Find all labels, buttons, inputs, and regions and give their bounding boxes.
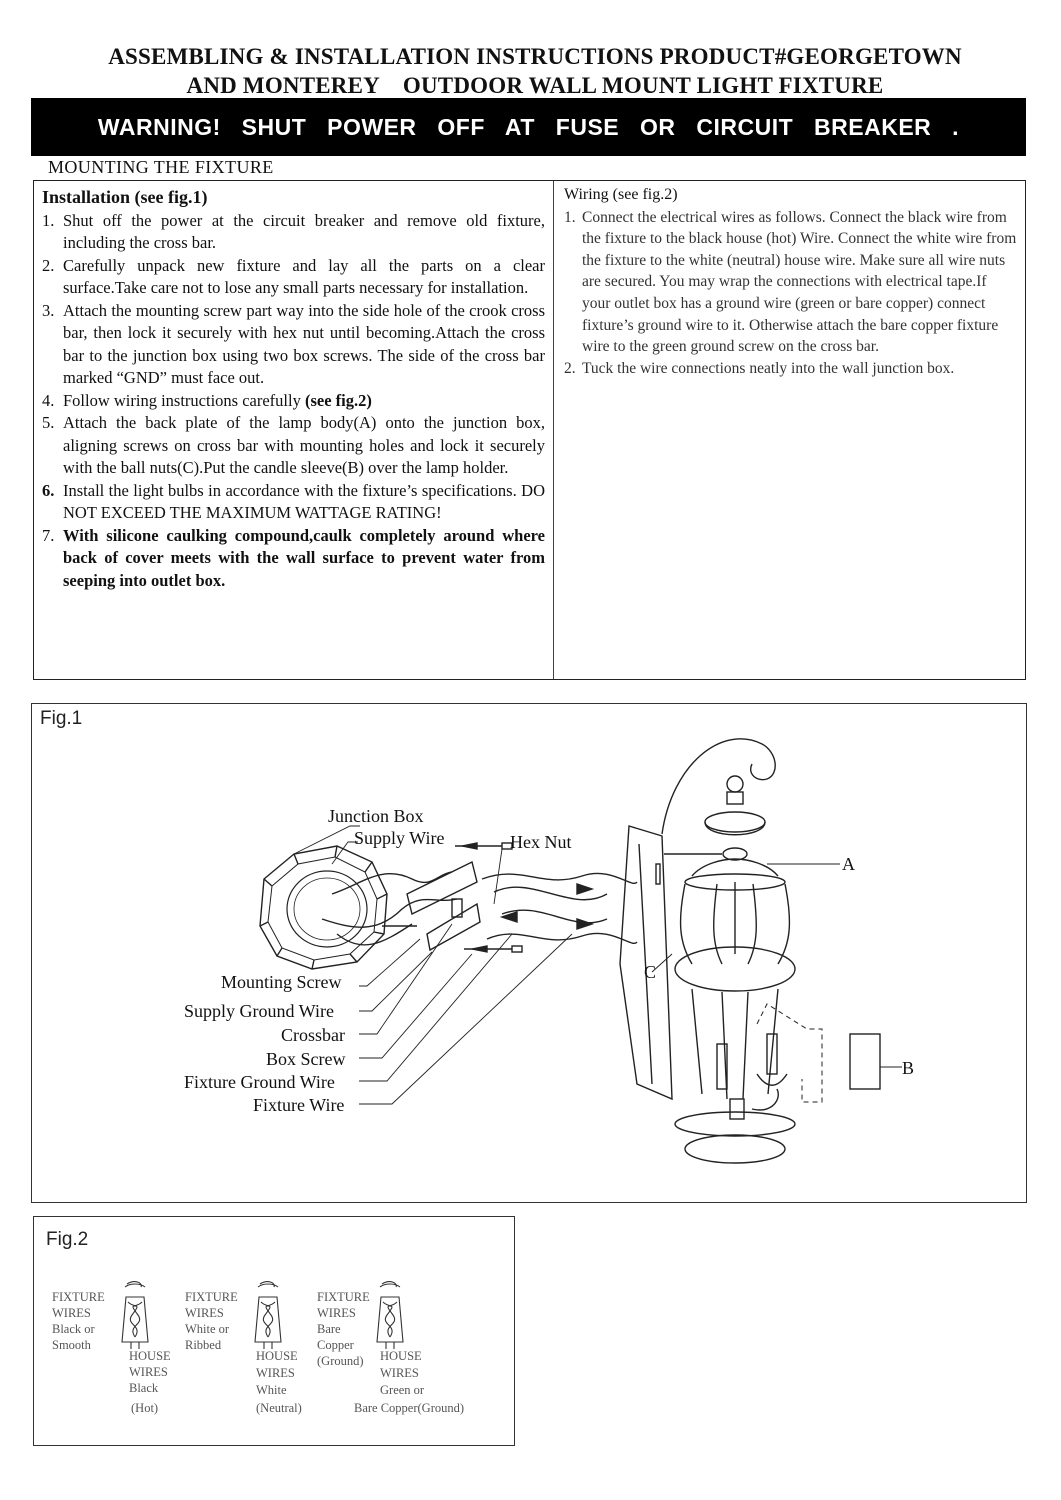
figure-1 xyxy=(31,703,1027,1203)
fig2-fixture-label: WIRES xyxy=(52,1306,91,1320)
step-number: 1. xyxy=(42,210,55,230)
fig2-fixture-label: FIXTURE xyxy=(185,1290,238,1304)
step-text: Connect the electrical wires as follows. Connect the black wire from the fixture to the black house (hot) Wire. Connect the white wire from the fixture to the white (neutral) house wire. Make sure all wire nuts are secured. You may wrap the connections with electrical tape.If your outlet box has a ground wire (green or bare copper) connect fixture’s ground wire to it. Otherwise attach the bare copper fixture wire to the green ground screw on the cross bar. xyxy=(582,208,1017,356)
step-number: 4. xyxy=(42,390,55,410)
figure-1-title: Fig.1 xyxy=(40,708,83,729)
step-text: Follow wiring instructions carefully xyxy=(63,390,305,410)
figure-2-title: Fig.2 xyxy=(46,1229,89,1250)
step-text: Shut off the power at the circuit breaker and remove old fixture, including the cross bar. xyxy=(63,210,545,252)
fig2-fixture-label: WIRES xyxy=(185,1306,224,1320)
installation-heading: Installation (see fig.1) xyxy=(42,187,208,207)
step-text: Attach the mounting screw part way into the side hole of the crook cross bar, then lock it securely with hex nut until becoming.Attach the cross bar to the junction box using two box screws. The side of the cross bar marked “GND” must face out. xyxy=(63,300,545,387)
fig2-fixture-label: Bare xyxy=(317,1322,341,1336)
installation-column xyxy=(34,181,554,679)
label-fixture-wire: Fixture Wire xyxy=(253,1095,345,1115)
label-fixture-ground-wire: Fixture Ground Wire xyxy=(184,1072,335,1092)
fig2-fixture-label: FIXTURE xyxy=(52,1290,105,1304)
fig2-house-label: Green or xyxy=(380,1383,425,1397)
fig2-fixture-label: White or xyxy=(185,1322,230,1336)
wire-nut-icon xyxy=(255,1282,281,1349)
label-supply-ground-wire: Supply Ground Wire xyxy=(184,1001,334,1021)
list-item xyxy=(42,210,545,255)
wire-connection-diagram xyxy=(34,1217,513,1444)
step-bold-text: (see fig.2) xyxy=(304,390,372,410)
wire-nut-icon xyxy=(122,1282,148,1349)
list-item xyxy=(564,358,1017,380)
step-bold-text: With silicone caulking compound,caulk completely around where back of cover meets with the wall surface to prevent water from seeping into outlet box. xyxy=(63,525,545,590)
step-number: 3. xyxy=(42,300,55,320)
wiring-column xyxy=(554,181,1025,682)
step-text: Install the light bulbs in accordance with the fixture’s specifications. DO NOT EXCEED THE MAXIMUM WATTAGE RATING! xyxy=(63,480,545,522)
fig2-house-label: (Hot) xyxy=(131,1401,159,1415)
list-item xyxy=(42,480,545,525)
fig2-house-label: WIRES xyxy=(256,1366,295,1380)
step-number: 6. xyxy=(42,480,55,500)
fig2-house-label: HOUSE xyxy=(256,1349,298,1363)
list-item xyxy=(42,300,545,390)
label-junction-box: Junction Box xyxy=(328,806,424,826)
title-line-1: ASSEMBLING & INSTALLATION INSTRUCTIONS PRODUCT#GEORGETOWN xyxy=(108,44,962,69)
junction-box-drawing xyxy=(260,846,387,969)
fig2-fixture-label: Ribbed xyxy=(185,1338,222,1352)
wiring-heading: Wiring (see fig.2) xyxy=(564,186,678,203)
label-mounting-screw: Mounting Screw xyxy=(221,972,342,992)
list-item xyxy=(42,412,545,480)
list-item xyxy=(564,207,1017,358)
list-item xyxy=(42,525,545,593)
label-crossbar: Crossbar xyxy=(281,1025,345,1045)
fig2-fixture-label: Black or xyxy=(52,1322,95,1336)
fig2-house-label: Bare Copper(Ground) xyxy=(354,1401,465,1415)
step-number: 2. xyxy=(564,359,576,377)
label-b: B xyxy=(902,1058,915,1078)
fig2-fixture-label: WIRES xyxy=(317,1306,356,1320)
figure-2 xyxy=(33,1216,515,1446)
fig2-house-label: WIRES xyxy=(129,1365,168,1379)
fig2-house-label: WIRES xyxy=(380,1366,419,1380)
title-line-2: AND MONTEREY OUTDOOR WALL MOUNT LIGHT FIXTURE xyxy=(186,73,884,98)
section-title: MOUNTING THE FIXTURE xyxy=(48,157,274,177)
instructions-box xyxy=(33,180,1026,680)
installation-steps xyxy=(42,210,545,593)
step-text: Tuck the wire connections neatly into the wall junction box. xyxy=(582,359,955,377)
label-c: C xyxy=(644,962,657,982)
label-supply-wire: Supply Wire xyxy=(354,828,445,848)
fig2-house-label: Black xyxy=(129,1381,159,1395)
step-number: 1. xyxy=(564,208,576,226)
wire-nut-icon xyxy=(377,1282,403,1349)
list-item xyxy=(42,255,545,300)
step-number: 7. xyxy=(42,525,55,545)
step-text: Carefully unpack new fixture and lay all the parts on a clear surface.Take care not to lose any small parts necessary for installation. xyxy=(63,255,545,297)
fig2-fixture-label: (Ground) xyxy=(317,1354,364,1368)
fixture-exploded-diagram xyxy=(32,704,1025,1201)
fig2-house-label: (Neutral) xyxy=(256,1401,302,1415)
fig2-house-label: HOUSE xyxy=(380,1349,422,1363)
label-hex-nut: Hex Nut xyxy=(510,832,572,852)
fig2-house-label: HOUSE xyxy=(129,1349,171,1363)
step-number: 2. xyxy=(42,255,55,275)
fig2-fixture-label: FIXTURE xyxy=(317,1290,370,1304)
warning-banner: WARNING! SHUT POWER OFF AT FUSE OR CIRCUIT BREAKER . xyxy=(31,98,1026,156)
label-box-screw: Box Screw xyxy=(266,1049,346,1069)
label-a: A xyxy=(842,854,855,874)
list-item xyxy=(42,390,545,413)
fig2-fixture-label: Smooth xyxy=(52,1338,91,1352)
fig2-fixture-label: Copper xyxy=(317,1338,354,1352)
step-text: Attach the back plate of the lamp body(A) onto the junction box, aligning screws on cross bar with mounting holes and lock it securely with the ball nuts(C).Put the candle sleeve(B) over the lamp holder. xyxy=(63,413,545,477)
fig2-house-label: White xyxy=(256,1383,287,1397)
wiring-steps xyxy=(564,207,1017,380)
step-number: 5. xyxy=(42,413,55,432)
document-title xyxy=(40,42,1030,100)
